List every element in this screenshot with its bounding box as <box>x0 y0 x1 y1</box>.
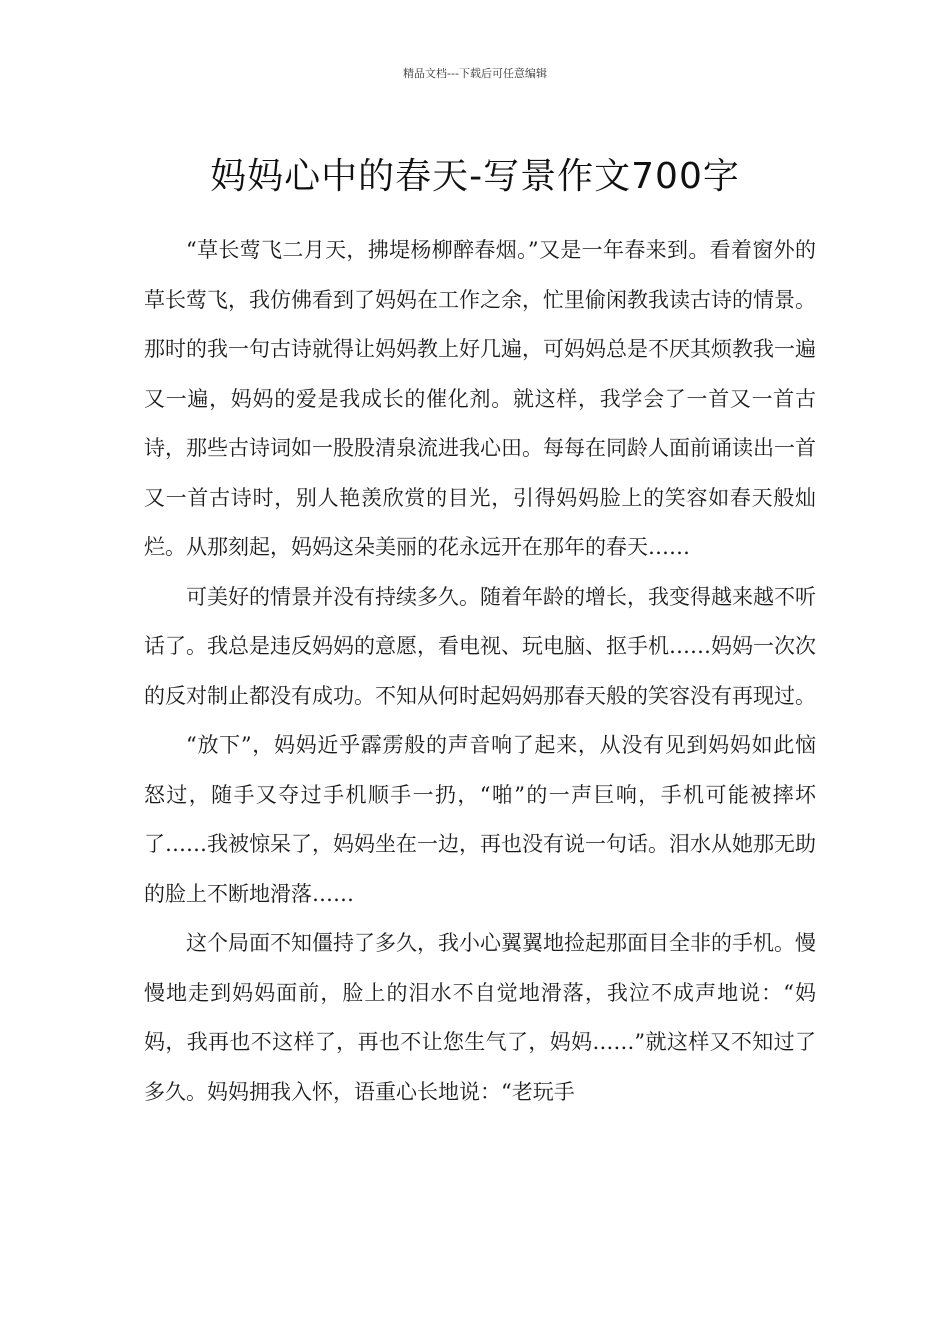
document-body <box>144 226 816 1117</box>
document-title: 妈妈心中的春天-写景作文700字 <box>210 156 740 198</box>
paragraph-4: 这个局面不知僵持了多久，我小心翼翼地捡起那面目全非的手机。慢慢地走到妈妈面前，脸上的泪水不自觉地滑落，我泣不成声地说：“妈妈，我再也不这样了，再也不让您生气了，妈妈……”就这样又不知过了多久。妈妈拥我入怀，语重心长地说：“老玩手 <box>144 931 816 1104</box>
paragraph-2: 可美好的情景并没有持续多久。随着年龄的增长，我变得越来越不听话了。我总是违反妈妈的意愿，看电视、玩电脑、抠手机……妈妈一次次的反对制止都没有成功。不知从何时起妈妈那春天般的笑容没有再现过。 <box>144 584 816 708</box>
header-note: 精品文档---下载后可任意编辑 <box>403 67 547 80</box>
paragraph-3: “放下”，妈妈近乎霹雳般的声音响了起来，从没有见到妈妈如此恼怒过，随手又夺过手机顺手一扔，“啪”的一声巨响，手机可能被摔坏了……我被惊呆了，妈妈坐在一边，再也没有说一句话。泪水从她那无助的脸上不断地滑落…… <box>144 733 816 906</box>
paragraph-1: “草长莺飞二月天，拂堤杨柳醉春烟。”又是一年春来到。看着窗外的草长莺飞，我仿佛看到了妈妈在工作之余，忙里偷闲教我读古诗的情景。那时的我一句古诗就得让妈妈教上好几遍，可妈妈总是不厌其烦教我一遍又一遍，妈妈的爱是我成长的催化剂。就这样，我学会了一首又一首古诗，那些古诗词如一股股清泉流进我心田。每每在同龄人面前诵读出一首又一首古诗时，别人艳羡欣赏的目光，引得妈妈脸上的笑容如春天般灿烂。从那刻起，妈妈这朵美丽的花永远开在那年的春天…… <box>144 238 816 559</box>
